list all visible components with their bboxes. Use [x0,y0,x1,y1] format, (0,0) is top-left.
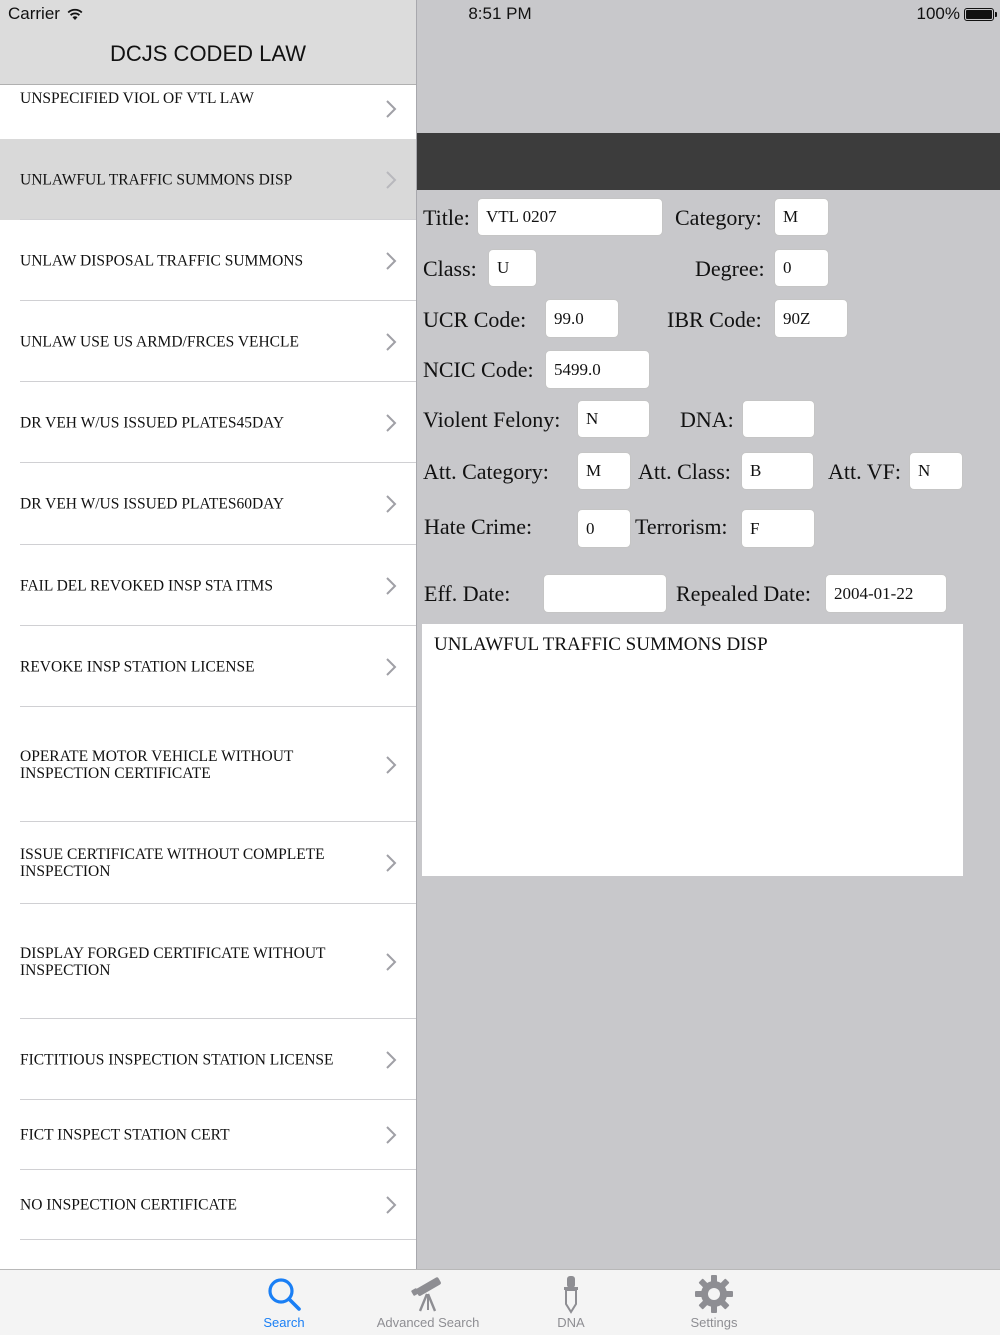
ibr-code-field[interactable]: 90Z [774,299,848,338]
chevron-right-icon [384,413,398,433]
list-item[interactable] [0,707,416,822]
title-label: Title: [423,205,470,230]
terrorism-field[interactable]: F [741,509,815,548]
list-item[interactable] [0,822,416,904]
chevron-right-icon [384,494,398,514]
att-class-field[interactable]: B [741,452,814,490]
list-item[interactable] [0,139,416,220]
clock: 8:51 PM [468,4,532,23]
list-item[interactable] [0,545,416,626]
class-label: Class: [423,256,477,281]
list-item-label: UNLAW DISPOSAL TRAFFIC SUMMONS [20,252,304,269]
list-item-label: OPERATE MOTOR VEHICLE WITHOUT INSPECTION CERTIFICATE [20,747,294,782]
list-item[interactable] [0,382,416,463]
master-panel [0,0,417,1269]
repealed-date-field[interactable]: 2004-01-22 [825,574,947,613]
list-item-label: DR VEH W/US ISSUED PLATES45DAY [20,414,285,431]
att-vf-label: Att. VF: [828,459,901,484]
repealed-date-label: Repealed Date: [676,581,811,606]
list-item[interactable] [0,220,416,301]
list-item[interactable] [0,301,416,382]
chevron-right-icon [384,99,398,119]
ucr-code-field[interactable]: 99.0 [545,299,619,338]
chevron-right-icon [384,251,398,271]
violent-felony-field[interactable]: N [577,400,650,438]
description-box: UNLAWFUL TRAFFIC SUMMONS DISP [422,624,963,876]
chevron-right-icon [384,1050,398,1070]
list-item-label: FICT INSPECT STATION CERT [20,1126,230,1144]
tab-settings[interactable] [644,1270,784,1335]
carrier-label: Carrier [8,4,60,23]
ncic-code-field[interactable]: 5499.0 [545,350,650,389]
battery-indicator [917,4,994,24]
category-label: Category: [675,205,762,230]
tab-search[interactable] [214,1270,354,1335]
list-item-label: ISSUE CERTIFICATE WITHOUT COMPLETE INSPECTION [20,846,325,880]
category-field[interactable]: M [774,198,829,236]
status-bar [0,0,1000,28]
list-item[interactable] [0,626,416,707]
tab-search-label: Search [263,1315,305,1330]
list-item[interactable] [0,463,416,545]
hate-crime-field[interactable]: 0 [577,509,631,548]
eff-date-label: Eff. Date: [424,581,511,606]
list-item[interactable] [0,904,416,1019]
tab-bar [0,1269,1000,1335]
att-category-label: Att. Category: [423,459,549,484]
att-vf-field[interactable]: N [909,452,963,490]
chevron-right-icon [384,657,398,677]
hate-crime-label: Hate Crime: [424,514,533,539]
chevron-right-icon [384,576,398,596]
chevron-right-icon [384,1125,398,1145]
chevron-right-icon [384,853,398,873]
degree-label: Degree: [695,256,765,281]
list-item[interactable] [0,1019,416,1100]
telescope-icon [408,1274,448,1314]
ncic-code-label: NCIC Code: [423,357,534,382]
row-separator [20,1239,416,1240]
dropper-icon [551,1274,591,1314]
chevron-right-icon [384,332,398,352]
class-field[interactable]: U [488,249,537,287]
eff-date-field[interactable] [543,574,667,613]
degree-field[interactable]: 0 [774,249,829,287]
list-item-label: FICTITIOUS INSPECTION STATION LICENSE [20,1051,334,1068]
tab-advanced-search-label: Advanced Search [376,1315,480,1330]
tab-dna[interactable] [501,1270,641,1335]
list-item-label: UNSPECIFIED VIOL OF VTL LAW [20,90,254,107]
list-item[interactable] [0,1100,416,1170]
list-item-label: NO INSPECTION CERTIFICATE [20,1196,237,1214]
battery-icon [964,8,994,21]
chevron-right-icon [384,1195,398,1215]
att-category-field[interactable]: M [577,452,631,490]
list-item-label: UNLAWFUL TRAFFIC SUMMONS DISP [20,171,293,188]
list-item-label: FAIL DEL REVOKED INSP STA ITMS [20,577,273,594]
list-item[interactable] [0,1170,416,1240]
dna-label: DNA: [680,407,734,432]
battery-percent: 100% [916,4,960,23]
list-item-label: REVOKE INSP STATION LICENSE [20,658,255,675]
title-field[interactable]: VTL 0207 [477,198,663,236]
search-icon [264,1274,304,1314]
detail-header-bar [417,133,1000,190]
list-item-label: UNLAW USE US ARMD/FRCES VEHCLE [20,333,299,350]
list-item-label: DISPLAY FORGED CERTIFICATE WITHOUT INSPECTION [20,944,326,979]
terrorism-label: Terrorism: [635,514,728,539]
list-item[interactable] [0,85,416,139]
violent-felony-label: Violent Felony: [423,407,561,432]
tab-advanced-search[interactable] [358,1270,498,1335]
chevron-right-icon [384,952,398,972]
ibr-code-label: IBR Code: [667,307,762,332]
chevron-right-icon [384,755,398,775]
tab-settings-label: Settings [690,1315,738,1330]
list-item-label: DR VEH W/US ISSUED PLATES60DAY [20,495,285,513]
nav-title: DCJS CODED LAW [110,41,306,66]
dna-field[interactable] [742,400,815,438]
chevron-right-icon [384,170,398,190]
ucr-code-label: UCR Code: [423,307,527,332]
tab-dna-label: DNA [557,1315,585,1330]
att-class-label: Att. Class: [638,459,731,484]
gear-icon [694,1274,734,1314]
law-list[interactable] [0,85,416,1240]
